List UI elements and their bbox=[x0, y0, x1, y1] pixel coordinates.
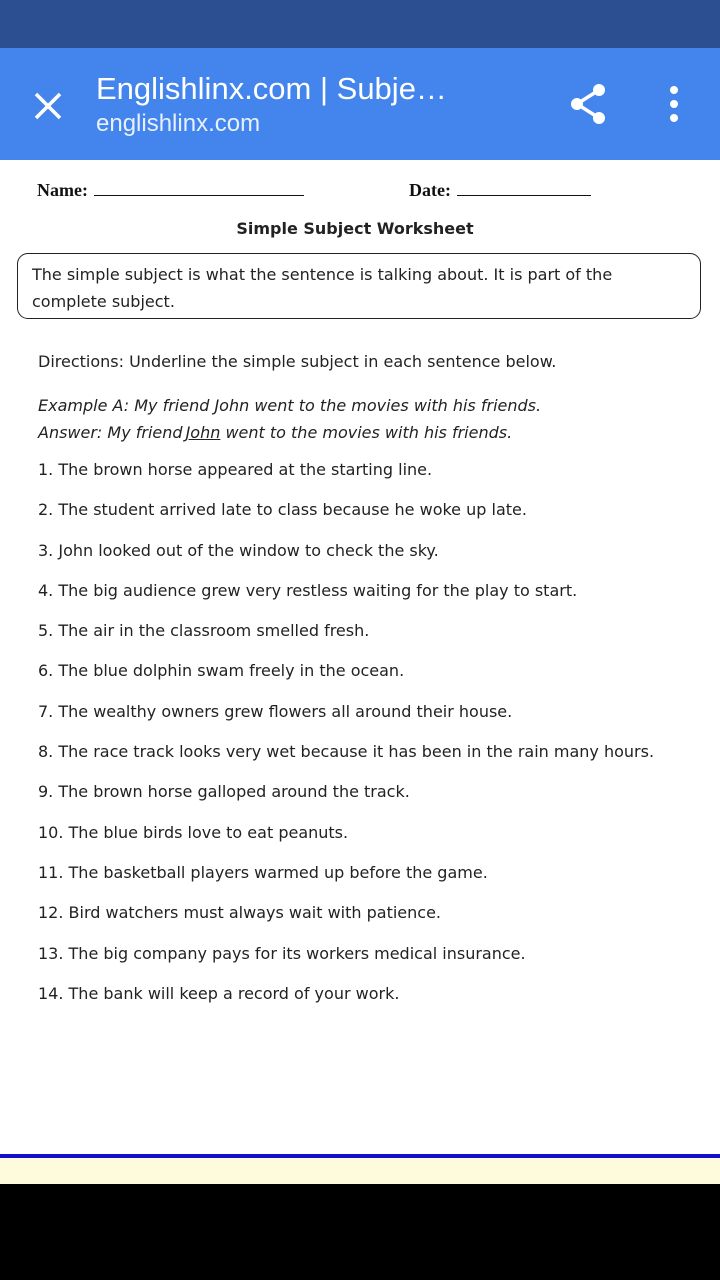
answer-prefix: Answer: My friend bbox=[38, 423, 183, 442]
share-button[interactable] bbox=[562, 78, 614, 130]
answer-underlined-word: John bbox=[185, 423, 221, 442]
page-bottom-band bbox=[0, 1158, 720, 1184]
date-field bbox=[409, 177, 591, 201]
list-item: 1. The brown horse appeared at the starting line. bbox=[38, 460, 433, 479]
close-button[interactable] bbox=[22, 80, 74, 132]
list-item: 5. The air in the classroom smelled fresh. bbox=[38, 621, 370, 641]
directions-text: Directions: Underline the simple subject in each sentence below. bbox=[38, 352, 557, 371]
sentence-list bbox=[38, 459, 654, 1023]
list-item: 14. The bank will keep a record of your work. bbox=[38, 983, 400, 1003]
page-url: englishlinx.com bbox=[96, 110, 261, 137]
list-item: 9. The brown horse galloped around the track. bbox=[38, 782, 410, 802]
status-bar bbox=[0, 0, 720, 48]
list-item: 7. The wealthy owners grew flowers all around their house. bbox=[38, 701, 513, 721]
answer-line bbox=[38, 419, 541, 446]
list-item: 11. The basketball players warmed up before the game. bbox=[38, 862, 488, 882]
list-item: 3. John looked out of the window to check the sky. bbox=[38, 540, 439, 560]
list-item: 12. Bird watchers must always wait with patience. bbox=[38, 903, 442, 923]
list-item: 6. The blue dolphin swam freely in the ocean. bbox=[38, 661, 405, 681]
share-icon bbox=[568, 83, 608, 125]
list-item: 13. The big company pays for its workers medical insurance. bbox=[38, 943, 526, 963]
list-item: 2. The student arrived late to class because he woke up late. bbox=[38, 500, 527, 520]
close-icon bbox=[33, 91, 63, 121]
list-item: 8. The race track looks very wet because it has been in the rain many hours. bbox=[38, 742, 655, 762]
page-title: Englishlinx.com | Subje… bbox=[96, 71, 447, 106]
navigation-bar bbox=[0, 1184, 720, 1280]
date-blank bbox=[457, 177, 591, 196]
worksheet-title: Simple Subject Worksheet bbox=[236, 219, 474, 238]
example-block bbox=[38, 392, 541, 446]
definition-box: The simple subject is what the sentence is talking about. It is part of the complete subject. bbox=[17, 253, 701, 319]
more-vert-icon bbox=[668, 86, 680, 122]
list-item: 10. The blue birds love to eat peanuts. bbox=[38, 822, 349, 842]
answer-suffix: went to the movies with his friends. bbox=[225, 423, 513, 442]
title-block bbox=[96, 70, 536, 140]
name-field bbox=[37, 177, 304, 201]
app-bar bbox=[0, 48, 720, 160]
list-item: 4. The big audience grew very restless waiting for the play to start. bbox=[38, 580, 578, 600]
name-blank bbox=[94, 177, 304, 196]
more-options-button[interactable] bbox=[650, 78, 698, 130]
date-label: Date: bbox=[409, 180, 451, 200]
name-label: Name: bbox=[37, 180, 88, 200]
document-page[interactable] bbox=[0, 160, 720, 1154]
example-line: Example A: My friend John went to the movies with his friends. bbox=[38, 396, 542, 415]
